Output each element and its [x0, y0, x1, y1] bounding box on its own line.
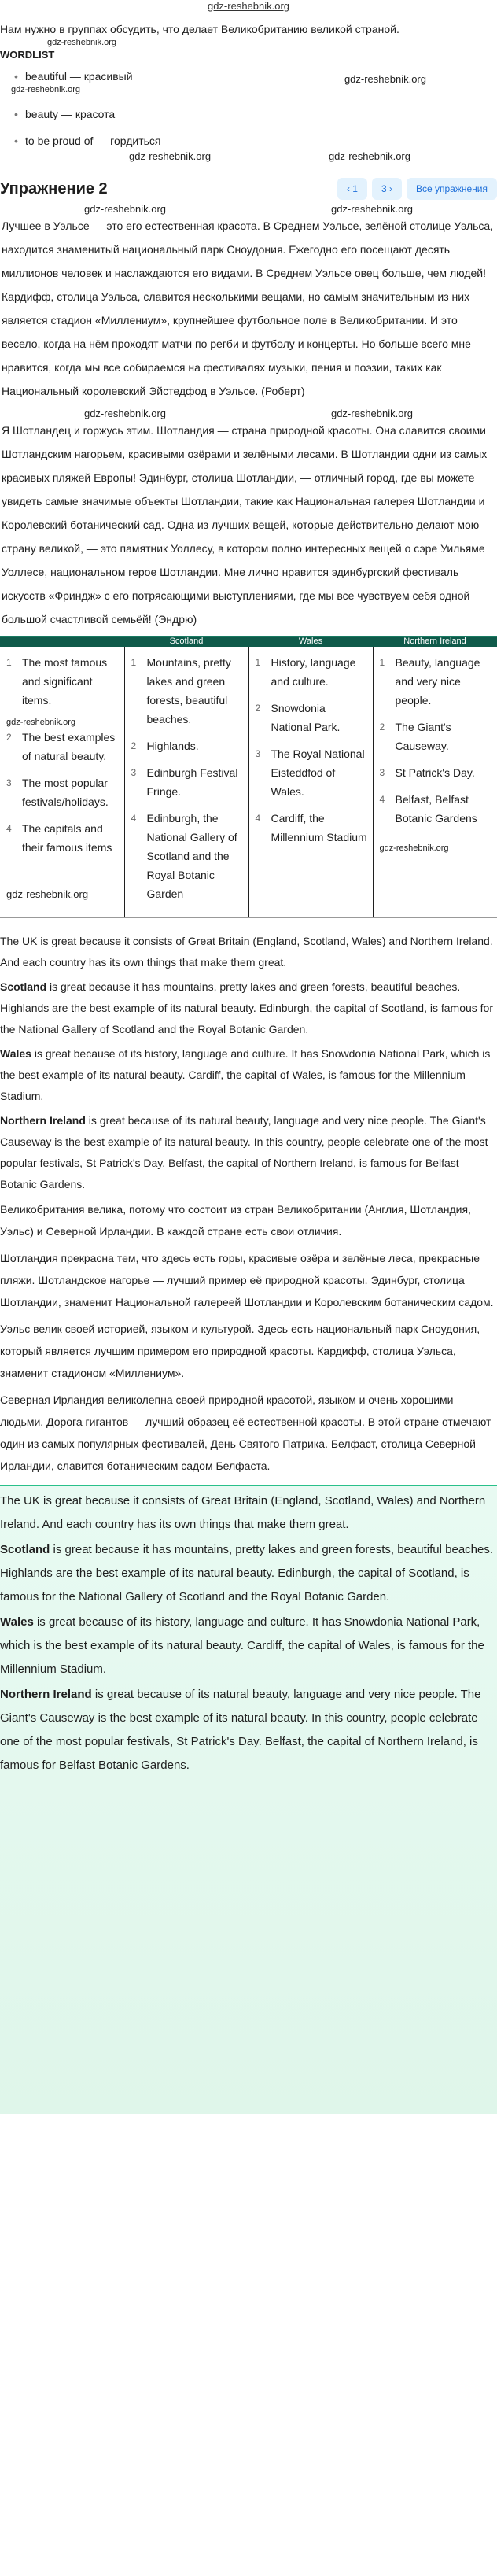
column-northern-ireland: 1 Beauty, language and very nice people. 2 The Giant's Causeway. 3 St Patrick's Day. 4 Belfast, Belfast Botanic Gardens gdz-reshebnik.org — [373, 647, 497, 917]
watermark: gdz-reshebnik.org — [330, 203, 414, 215]
wordlist-item: • beautiful — красивый gdz-reshebnik.org gdz-reshebnik.org — [11, 68, 497, 95]
watermark: gdz-reshebnik.org — [328, 150, 410, 162]
wales-russian-text: gdz-reshebnik.org gdz-reshebnik.org Лучшее в Уэльсе — это его естественная красота. В Среднем Уэльсе, зелёной столице Уэльса, находится знаменитый национальный парк Сноудония. Ежегодно его посещают десять миллионов человек и наслаждаются его видами. В Среднем Уэльсе овец больше, чем людей! Кардифф, столица Уэльса, славится несколькими вещами, но самым значительным из них является стадион «Миллениум», крупнейшее футбольное поле в Великобритании. И это весело, когда на нём проходят матчи по регби и футболу и концерты. Но больше всего мне нравится, когда мы все собираемся на фестивалях музыки, пения и поэзии, таких как Национальный королевский Эйстедфод в Уэльсе. (Роберт) — [2, 203, 494, 397]
watermark: gdz-reshebnik.org — [47, 38, 117, 47]
watermark: gdz-reshebnik.org — [6, 718, 76, 727]
scotland-russian-text: gdz-reshebnik.org gdz-reshebnik.org Я Шотландец и горжусь этим. Шотландия — страна природной красоты. Она славится своими Шотландским нагорьем, красивыми озёрами и зелёными лесами. В Шотландии одни из самых красивых пляжей Европы! Эдинбург, столица Шотландии, — отличный город, где вы можете увидеть самые значимые объекты Шотландии, такие как Национальная галерея Шотландии и Королевский ботанический сад. Одна из лучших вещей, которые действительно делают мою страну великой, — это памятник Уоллесу, в котором полно интересных вещей о сэре Уильяме Уоллесе, национальном герое Шотландии. Мне лично нравится эдинбургский фестиваль искусств «Фриндж» с его потрясающими выступлениями, где мы все чувствуем себя одной большой счастливой семьёй! (Эндрю) — [2, 408, 488, 626]
wordlist-item: • beauty — красота — [11, 106, 497, 122]
wordlist-item: • to be proud of — гордиться gdz-reshebnik.org gdz-reshebnik.org — [11, 133, 497, 162]
exercise-pager — [337, 178, 497, 200]
sights-table — [0, 636, 497, 918]
prev-exercise-button[interactable]: ‹ 1 — [337, 178, 367, 200]
column-categories: 1 The most famous and significant items. gdz-reshebnik.org 2 The best examples of natural beauty. 3 The most popular festivals/holidays. 4 The capitals and their famous items gdz-reshebnik.org — [0, 647, 124, 917]
answer-english: The UK is great because it consists of Great Britain (England, Scotland, Wales) and Northern Ireland. And each country has its own things that make them great. Scotland is great because it has mountains, pretty lakes and green forests, beautiful beaches. Highlands are the best example of its natural beauty. Edinburgh, the capital of Scotland, is famous for the National Gallery of Scotland and the Royal Botanic Garden. Wales is great because of its history, language and culture. It has Snowdonia National Park, which is the best example of its natural beauty. Cardiff, the capital of Wales, is famous for the Millennium Stadium. Northern Ireland is great because of its natural beauty, language and very nice people. The Giant's Causeway is the best example of its natural beauty. In this country, people celebrate one of the most popular festivals, St Patrick's Day. Belfast, the capital of Northern Ireland, is famous for Belfast Botanic Gardens. — [0, 935, 493, 1190]
site-header-link[interactable]: gdz-reshebnik.org — [207, 0, 290, 12]
watermark: gdz-reshebnik.org — [83, 408, 167, 419]
exercise-title: Упражнение 2 — [0, 180, 108, 197]
watermark: gdz-reshebnik.org — [344, 73, 426, 85]
all-exercises-button[interactable]: Все упражнения — [407, 178, 497, 200]
watermark: gdz-reshebnik.org — [129, 150, 212, 162]
intro-section — [0, 13, 497, 162]
watermark: gdz-reshebnik.org — [379, 843, 449, 853]
exercise-header — [0, 173, 497, 205]
answer-russian: Великобритания велика, потому что состоит из стран Великобритании (Англия, Шотландия, Уэльс) и Северной Ирландии. В каждой стране есть свои отличия. Шотландия прекрасна тем, что здесь есть горы, красивые озёра и зелёные леса, прекрасные пляжи. Шотландское нагорье — лучший пример её природной красоты. Эдинбург, столица Шотландии, знаменит Национальной галереей Шотландии и Королевским ботаническим садом. Уэльс велик своей историей, языком и культурой. Здесь есть национальный парк Сноудония, который является лучшим примером его природной красоты. Кардифф, столица Уэльса, знаменит стадионом «Миллениум». Северная Ирландия великолепна своей природной красотой, языком и очень хорошими людьми. Дорога гигантов — лучший образец её естественной красоты. В этой стране отмечают один из самых популярных фестивалей, День Святого Патрика. Белфаст, столица Северной Ирландии, славится ботаническим садом Белфаста. — [0, 1203, 494, 1472]
intro-text: Нам нужно в группах обсудить, что делает Великобританию великой страной. — [0, 23, 399, 35]
answer-highlight-block: The UK is great because it consists of Great Britain (England, Scotland, Wales) and Northern Ireland. And each country has its own things that make them great. Scotland is great because it has mountains, pretty lakes and green forests, beautiful beaches. Highlands are the best example of its natural beauty. Edinburgh, the capital of Scotland, is famous for the National Gallery of Scotland and the Royal Botanic Garden. Wales is great because of its history, language and culture. It has Snowdonia National Park, which is the best example of its natural beauty. Cardiff, the capital of Wales, is famous for the Millennium Stadium. Northern Ireland is great because of its natural beauty, language and very nice people. The Giant's Causeway is the best example of its natural beauty. In this country, people celebrate one of the most popular festivals, St Patrick's Day. Belfast, the capital of Northern Ireland, is famous for Belfast Botanic Gardens. — [0, 1485, 497, 2114]
watermark: gdz-reshebnik.org — [83, 203, 167, 215]
wordlist-title: WORDLIST — [0, 49, 55, 61]
watermark: gdz-reshebnik.org — [6, 888, 89, 900]
wordlist — [0, 68, 497, 162]
next-exercise-button[interactable]: 3 › — [372, 178, 402, 200]
table-header-row: Scotland Wales Northern Ireland — [0, 637, 497, 647]
watermark: gdz-reshebnik.org — [330, 408, 414, 419]
table-row — [0, 647, 497, 917]
column-wales: 1 History, language and culture. 2 Snowdonia National Park. 3 The Royal National Eisteddfod of Wales. 4 Cardiff, the Millennium Stadium — [248, 647, 373, 917]
column-scotland: 1 Mountains, pretty lakes and green forests, beautiful beaches. 2 Highlands. 3 Edinburgh Festival Fringe. 4 Edinburgh, the National Gallery of Scotland and the Royal Botanic Garden — [124, 647, 248, 917]
watermark: gdz-reshebnik.org — [11, 85, 81, 94]
